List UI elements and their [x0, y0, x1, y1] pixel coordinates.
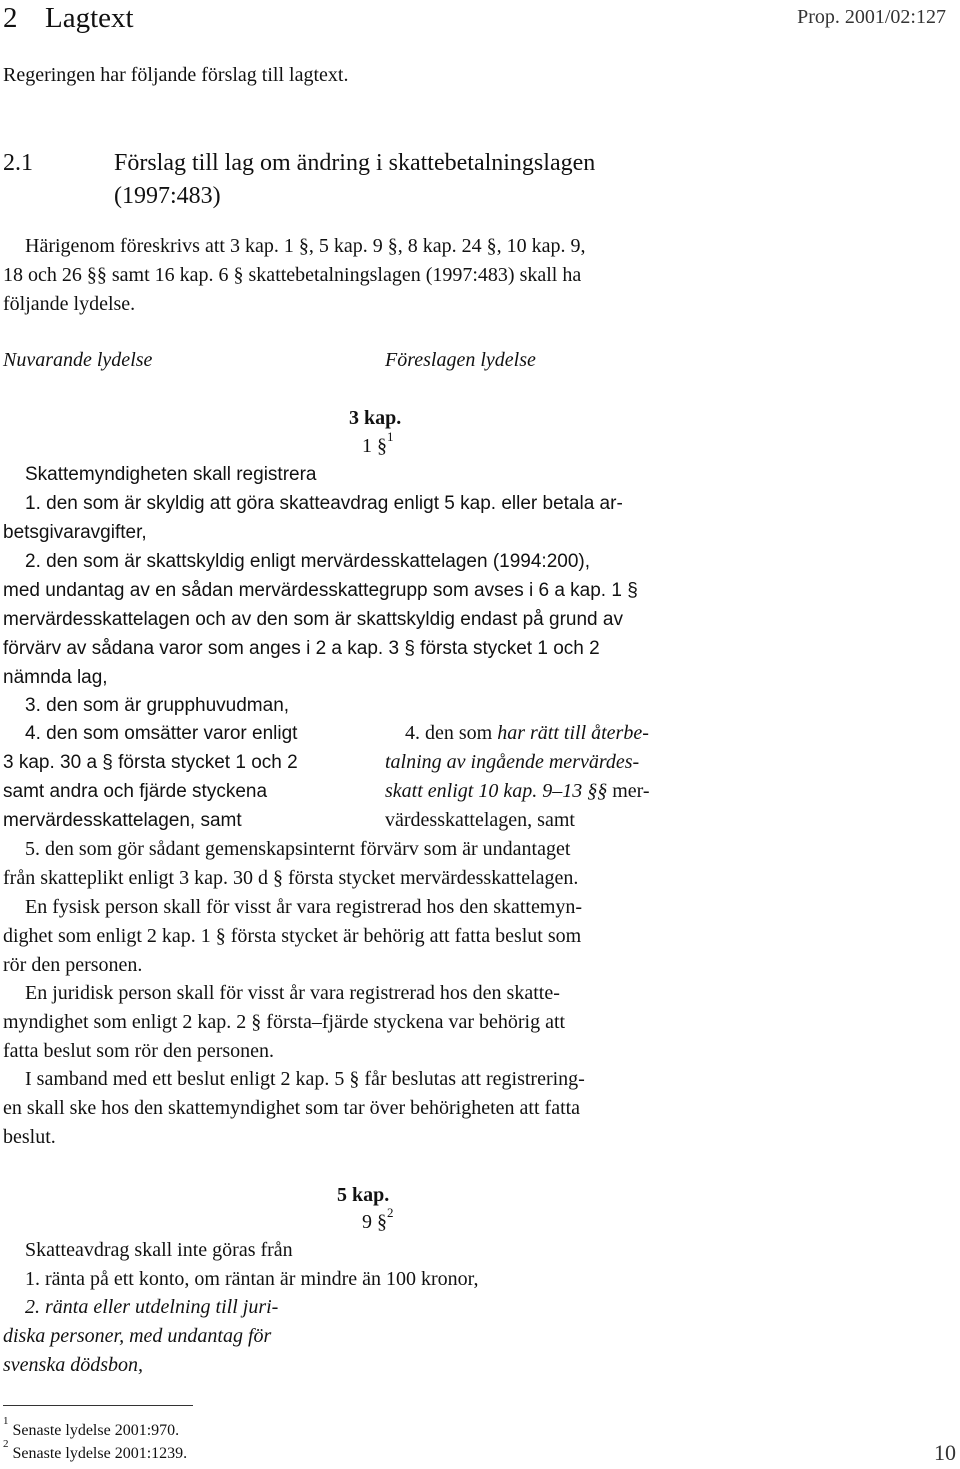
enactment-line: 18 och 26 §§ samt 16 kap. 6 § skattebetalningslagen (1997:483) skall ha	[3, 264, 582, 286]
paragraph-line: fatta beslut som rör den personen.	[3, 1040, 275, 1062]
paragraph-heading	[362, 429, 394, 461]
enactment-line: Härigenom föreskrivs att 3 kap. 1 §, 5 kap. 9 §, 8 kap. 24 §, 10 kap. 9,	[25, 235, 586, 257]
paragraph-line: myndighet som enligt 2 kap. 2 § första–fjärde styckena var behörig att	[3, 1011, 566, 1033]
chapter5-lead: Skatteavdrag skall inte göras från	[25, 1239, 293, 1261]
footnote-ref: 1	[387, 429, 394, 445]
paragraph-line: dighet som enligt 2 kap. 1 § första stycket är behörig att fatta beslut som	[3, 925, 582, 947]
item-5-line: från skatteplikt enligt 3 kap. 30 d § första stycket mervärdesskattelagen.	[3, 867, 579, 889]
item-2-line: nämnda lag,	[3, 667, 108, 688]
paragraph-line: rör den personen.	[3, 954, 143, 976]
footnote	[3, 1414, 180, 1441]
enactment-line: följande lydelse.	[3, 293, 136, 315]
item-4-proposed-line	[405, 719, 649, 748]
paragraph-heading	[362, 1205, 394, 1237]
chapter5-item-2-line: diska personer, med undantag för	[3, 1325, 272, 1347]
item-3: 3. den som är grupphuvudman,	[25, 695, 290, 716]
item-4-current-line: samt andra och fjärde styckena	[3, 781, 268, 802]
chapter-heading: 3 kap.	[349, 407, 402, 429]
footnote	[3, 1437, 188, 1464]
item-4-proposed-plain: mer-	[607, 780, 650, 802]
page-number: 10	[934, 1440, 956, 1465]
chapter-heading: 5 kap.	[337, 1184, 390, 1206]
column-heading-current: Nuvarande lydelse	[3, 349, 153, 371]
footnote-number: 1	[3, 1414, 9, 1427]
paragraph-label: 9 §	[362, 1211, 387, 1233]
item-2-line: förvärv av sådana varor som anges i 2 a kap. 3 § första stycket 1 och 2	[3, 638, 600, 659]
item-1-line: 1. den som är skyldig att göra skatteavdrag enligt 5 kap. eller betala ar-	[25, 493, 623, 514]
footnote-divider	[3, 1405, 193, 1406]
item-2-line: med undantag av en sådan mervärdesskattegrupp som avses i 6 a kap. 1 §	[3, 580, 638, 601]
subsection-title-line1: Förslag till lag om ändring i skattebetalningslagen	[114, 150, 596, 176]
chapter3-lead: Skattemyndigheten skall registrera	[25, 464, 317, 485]
item-4-proposed-line: värdesskattelagen, samt	[385, 809, 575, 831]
item-2-line: mervärdesskattelagen och av den som är skattskyldig endast på grund av	[3, 609, 623, 630]
section-title: Lagtext	[45, 2, 134, 34]
item-2-line: 2. den som är skattskyldig enligt mervärdesskattelagen (1994:200),	[25, 551, 591, 572]
prop-reference: Prop. 2001/02:127	[797, 6, 946, 28]
column-heading-proposed: Föreslagen lydelse	[385, 349, 536, 371]
item-4-proposed-plain: 4. den som	[405, 722, 498, 744]
item-1-line: betsgivaravgifter,	[3, 522, 147, 543]
item-4-proposed-italic: skatt enligt 10 kap. 9–13 §§	[385, 780, 608, 802]
paragraph-label: 1 §	[362, 435, 387, 457]
chapter5-item-1: 1. ränta på ett konto, om räntan är mindre än 100 kronor,	[25, 1268, 479, 1290]
subsection-title-line2: (1997:483)	[114, 183, 221, 209]
subsection-number: 2.1	[3, 150, 33, 176]
paragraph-line: En fysisk person skall för visst år vara registrerad hos den skattemyn-	[25, 896, 583, 918]
footnote-number: 2	[3, 1437, 9, 1450]
paragraph-line: beslut.	[3, 1126, 56, 1148]
paragraph-line: En juridisk person skall för visst år vara registrerad hos den skatte-	[25, 982, 560, 1004]
footnote-ref: 2	[387, 1205, 394, 1221]
section-number: 2	[3, 2, 18, 34]
intro-text: Regeringen har följande förslag till lagtext.	[3, 64, 349, 86]
item-4-proposed-line: talning av ingående mervärdes-	[385, 751, 640, 773]
paragraph-line: en skall ske hos den skattemyndighet som tar över behörigheten att fatta	[3, 1097, 581, 1119]
item-4-current-line: 4. den som omsätter varor enligt	[25, 723, 298, 744]
item-4-current-line: 3 kap. 30 a § första stycket 1 och 2	[3, 752, 298, 773]
footnote-text: Senaste lydelse 2001:970.	[12, 1422, 180, 1439]
item-4-proposed-line	[385, 777, 650, 806]
paragraph-line: I samband med ett beslut enligt 2 kap. 5 § får beslutas att registrering-	[25, 1068, 585, 1090]
footnote-text: Senaste lydelse 2001:1239.	[12, 1445, 188, 1462]
item-5-line: 5. den som gör sådant gemenskapsinternt förvärv som är undantaget	[25, 838, 571, 860]
chapter5-item-2-line: 2. ränta eller utdelning till juri-	[25, 1296, 279, 1318]
item-4-current-line: mervärdesskattelagen, samt	[3, 810, 242, 831]
chapter5-item-2-line: svenska dödsbon,	[3, 1354, 143, 1376]
item-4-proposed-italic: har rätt till återbe-	[497, 722, 649, 744]
